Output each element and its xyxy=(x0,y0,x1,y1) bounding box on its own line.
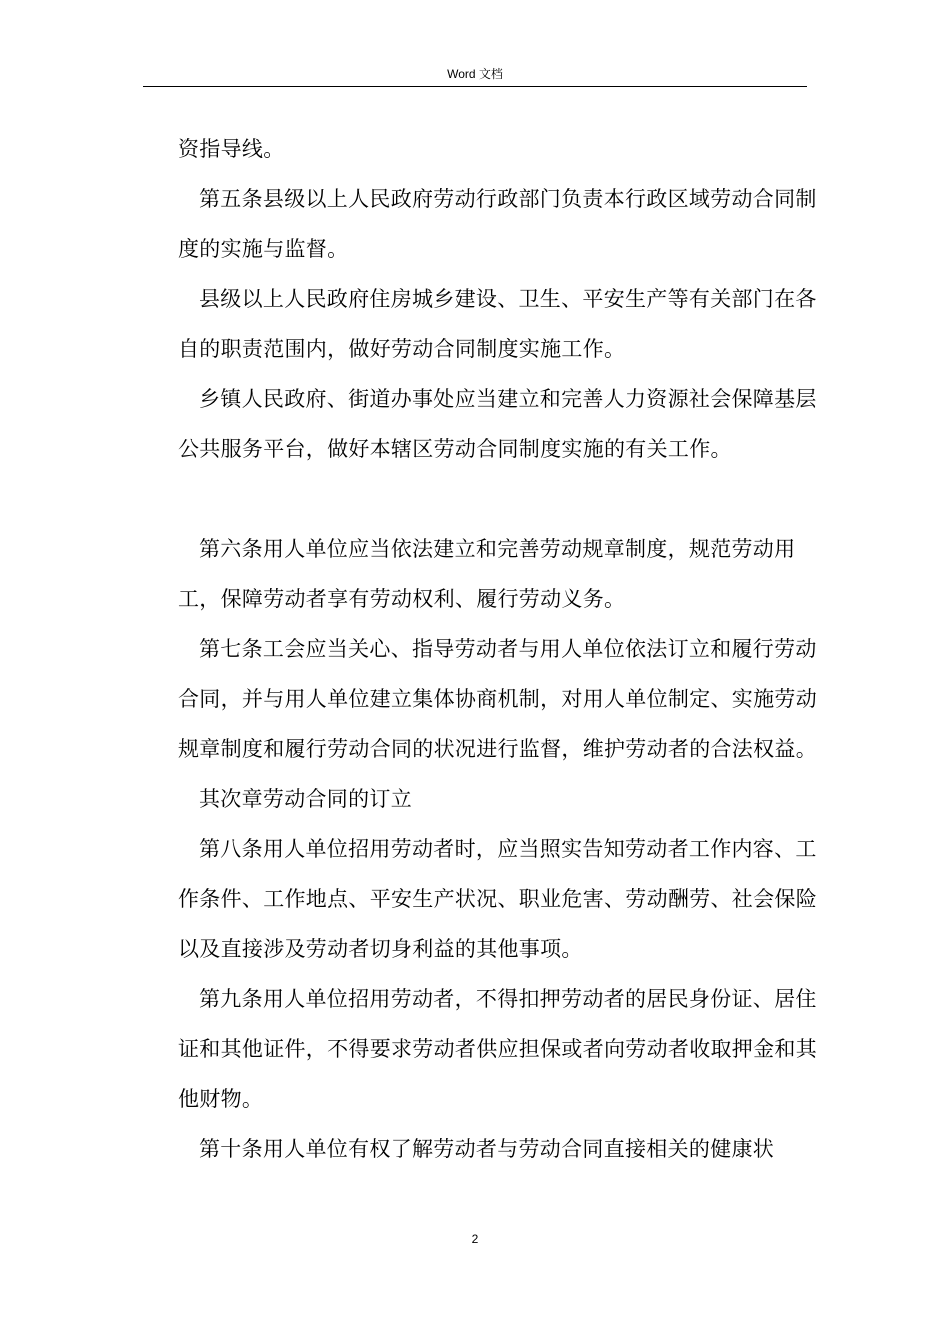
paragraph-article-8: 第八条用人单位招用劳动者时，应当照实告知劳动者工作内容、工作条件、工作地点、平安生产状况、职业危害、劳动酬劳、社会保险以及直接涉及劳动者切身利益的其他事项。 xyxy=(178,837,817,961)
paragraph-article-7: 第七条工会应当关心、指导劳动者与用人单位依法订立和履行劳动合同，并与用人单位建立集体协商机制，对用人单位制定、实施劳动规章制度和履行劳动合同的状况进行监督，维护劳动者的合法权益。 xyxy=(178,637,817,761)
paragraph-article-10: 第十条用人单位有权了解劳动者与劳动合同直接相关的健康状 xyxy=(199,1137,775,1161)
paragraph-spacer xyxy=(178,474,818,524)
page-number: 2 xyxy=(471,1232,479,1246)
header-divider xyxy=(143,86,807,87)
chapter-heading: 其次章劳动合同的订立 xyxy=(199,787,412,811)
page-header-title: Word 文档 xyxy=(447,67,503,81)
paragraph-continuation: 资指导线。 xyxy=(178,137,285,161)
paragraph-article-5-clause-3: 乡镇人民政府、街道办事处应当建立和完善人力资源社会保障基层公共服务平台，做好本辖区劳动合同制度实施的有关工作。 xyxy=(178,387,817,461)
paragraph-article-6: 第六条用人单位应当依法建立和完善劳动规章制度，规范劳动用工，保障劳动者享有劳动权利、履行劳动义务。 xyxy=(178,537,796,611)
paragraph-article-9: 第九条用人单位招用劳动者，不得扣押劳动者的居民身份证、居住证和其他证件，不得要求劳动者供应担保或者向劳动者收取押金和其他财物。 xyxy=(178,987,817,1111)
paragraph-article-5: 第五条县级以上人民政府劳动行政部门负责本行政区域劳动合同制度的实施与监督。 xyxy=(178,187,817,261)
paragraph-article-5-clause-2: 县级以上人民政府住房城乡建设、卫生、平安生产等有关部门在各自的职责范围内，做好劳动合同制度实施工作。 xyxy=(178,287,817,361)
document-body xyxy=(178,124,818,1174)
